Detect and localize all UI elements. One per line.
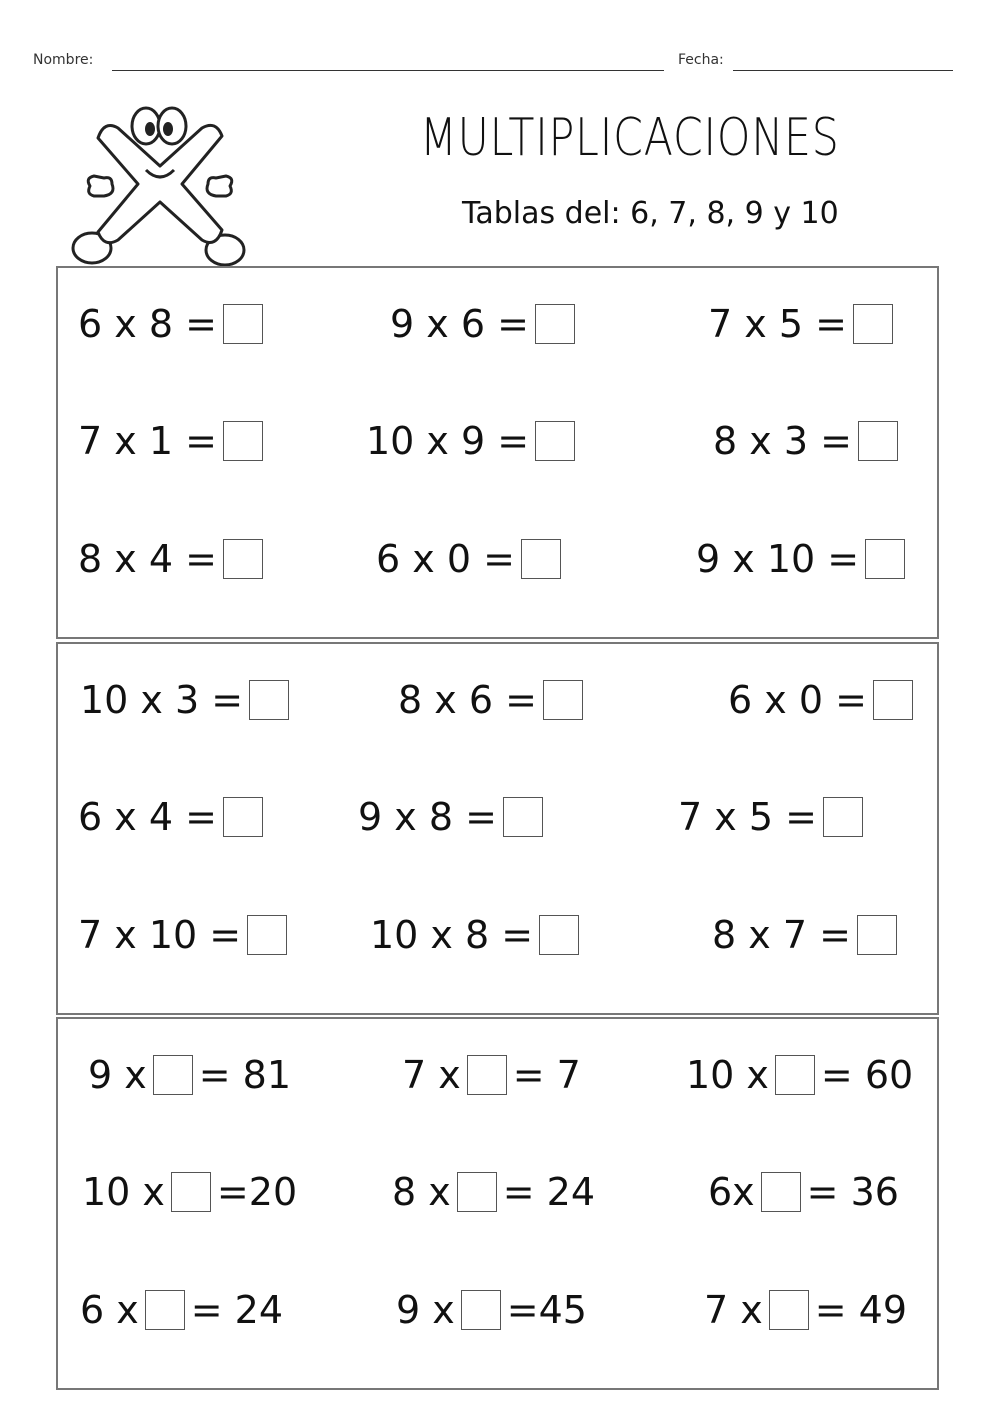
problem bbox=[78, 534, 269, 584]
answer-box[interactable] bbox=[543, 680, 583, 720]
problem bbox=[390, 299, 581, 349]
date-field-line[interactable] bbox=[733, 70, 953, 71]
problem-result: = 60 bbox=[820, 1053, 914, 1097]
page-title: MULTIPLICACIONES bbox=[420, 108, 840, 168]
problem bbox=[396, 1285, 587, 1335]
answer-box[interactable] bbox=[457, 1172, 497, 1212]
problem bbox=[80, 1285, 283, 1335]
answer-box[interactable] bbox=[865, 539, 905, 579]
problem-text: 7 x bbox=[704, 1288, 763, 1332]
problem-text: 10 x 9 = bbox=[366, 419, 530, 463]
problem-result: = 81 bbox=[198, 1053, 292, 1097]
date-label: Fecha: bbox=[678, 52, 724, 68]
problem bbox=[82, 1167, 297, 1217]
problem-text: 7 x 1 = bbox=[78, 419, 217, 463]
answer-box[interactable] bbox=[858, 421, 898, 461]
problem bbox=[712, 910, 903, 960]
problem bbox=[704, 1285, 907, 1335]
problem bbox=[78, 416, 269, 466]
exercise-section-2 bbox=[56, 642, 939, 1015]
problem-result: = 49 bbox=[814, 1288, 908, 1332]
problem bbox=[78, 910, 293, 960]
problem-text: 10 x 3 = bbox=[80, 678, 244, 722]
problem-result: = 24 bbox=[190, 1288, 284, 1332]
problem-text: 9 x bbox=[396, 1288, 455, 1332]
problem bbox=[78, 299, 269, 349]
problem-result: = 24 bbox=[502, 1170, 596, 1214]
problem bbox=[366, 416, 581, 466]
answer-box[interactable] bbox=[223, 539, 263, 579]
problem-text: 7 x bbox=[402, 1053, 461, 1097]
problem bbox=[392, 1167, 595, 1217]
answer-box[interactable] bbox=[503, 797, 543, 837]
problem-text: 7 x 10 = bbox=[78, 913, 242, 957]
answer-box[interactable] bbox=[145, 1290, 185, 1330]
problem bbox=[402, 1050, 581, 1100]
problem-text: 10 x bbox=[686, 1053, 769, 1097]
answer-box[interactable] bbox=[535, 304, 575, 344]
problem bbox=[686, 1050, 913, 1100]
answer-box[interactable] bbox=[823, 797, 863, 837]
answer-box[interactable] bbox=[249, 680, 289, 720]
problem-text: 8 x 3 = bbox=[713, 419, 852, 463]
problem-result: = 36 bbox=[806, 1170, 899, 1214]
problem-text: 6 x 8 = bbox=[78, 302, 217, 346]
problem-text: 9 x 10 = bbox=[696, 537, 860, 581]
problem-text: 10 x bbox=[82, 1170, 165, 1214]
problem bbox=[78, 792, 269, 842]
answer-box[interactable] bbox=[539, 915, 579, 955]
problem-text: 6 x 0 = bbox=[376, 537, 515, 581]
problem-text: 9 x 8 = bbox=[358, 795, 497, 839]
problem-text: 8 x 4 = bbox=[78, 537, 217, 581]
problem-text: 6 x bbox=[80, 1288, 139, 1332]
problem bbox=[708, 1167, 899, 1217]
problem-text: 6 x 4 = bbox=[78, 795, 217, 839]
problem-text: 6 x 0 = bbox=[728, 678, 867, 722]
name-field-line[interactable] bbox=[112, 70, 664, 71]
problem-text: 8 x bbox=[392, 1170, 451, 1214]
problem-text: 6x bbox=[708, 1170, 755, 1214]
problem-result: =20 bbox=[216, 1170, 298, 1214]
exercise-section-1 bbox=[56, 266, 939, 639]
answer-box[interactable] bbox=[223, 304, 263, 344]
problem bbox=[358, 792, 549, 842]
multiplication-mascot-icon bbox=[70, 98, 250, 273]
problem-text: 9 x bbox=[88, 1053, 147, 1097]
answer-box[interactable] bbox=[153, 1055, 193, 1095]
problem bbox=[696, 534, 911, 584]
answer-box[interactable] bbox=[761, 1172, 801, 1212]
answer-box[interactable] bbox=[171, 1172, 211, 1212]
answer-box[interactable] bbox=[521, 539, 561, 579]
name-label: Nombre: bbox=[33, 52, 94, 68]
answer-box[interactable] bbox=[247, 915, 287, 955]
problem-text: 7 x 5 = bbox=[708, 302, 847, 346]
problem-text: 7 x 5 = bbox=[678, 795, 817, 839]
problem bbox=[376, 534, 567, 584]
answer-box[interactable] bbox=[467, 1055, 507, 1095]
problem-result: = 7 bbox=[512, 1053, 581, 1097]
answer-box[interactable] bbox=[857, 915, 897, 955]
problem bbox=[713, 416, 904, 466]
problem bbox=[708, 299, 899, 349]
problem bbox=[88, 1050, 291, 1100]
problem-text: 8 x 6 = bbox=[398, 678, 537, 722]
answer-box[interactable] bbox=[775, 1055, 815, 1095]
answer-box[interactable] bbox=[535, 421, 575, 461]
answer-box[interactable] bbox=[223, 797, 263, 837]
problem-text: 9 x 6 = bbox=[390, 302, 529, 346]
page-subtitle: Tablas del: 6, 7, 8, 9 y 10 bbox=[462, 196, 839, 231]
problem bbox=[728, 675, 919, 725]
problem bbox=[80, 675, 295, 725]
answer-box[interactable] bbox=[223, 421, 263, 461]
answer-box[interactable] bbox=[873, 680, 913, 720]
problem bbox=[370, 910, 585, 960]
problem bbox=[398, 675, 589, 725]
problem bbox=[678, 792, 869, 842]
problem-text: 8 x 7 = bbox=[712, 913, 851, 957]
answer-box[interactable] bbox=[853, 304, 893, 344]
problem-result: =45 bbox=[506, 1288, 587, 1332]
exercise-section-3 bbox=[56, 1017, 939, 1390]
answer-box[interactable] bbox=[461, 1290, 501, 1330]
answer-box[interactable] bbox=[769, 1290, 809, 1330]
problem-text: 10 x 8 = bbox=[370, 913, 534, 957]
